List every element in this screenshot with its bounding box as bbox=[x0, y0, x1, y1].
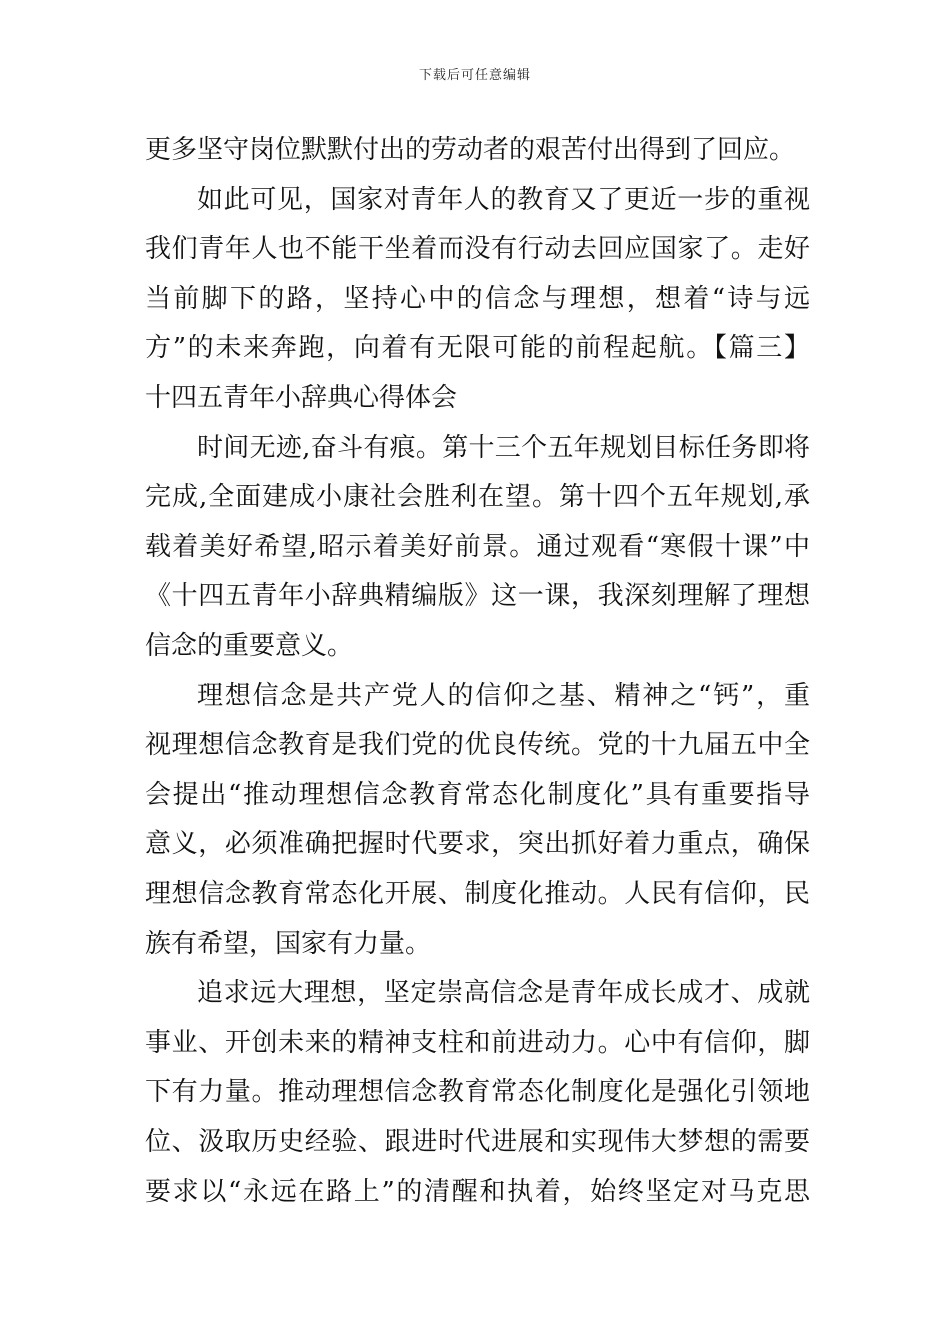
text-line: 要求以“永远在路上”的清醒和执着，始终坚定对马克思 bbox=[145, 1176, 810, 1207]
text-line: 族有希望，国家有力量。 bbox=[145, 928, 432, 959]
text-line: 事业、开创未来的精神支柱和前进动力。心中有信仰，脚 bbox=[145, 1027, 810, 1058]
text-line: 理想信念教育常态化开展、制度化推动。人民有信仰，民 bbox=[145, 879, 810, 909]
text-line: 《十四五青年小辞典精编版》这一课，我深刻理解了理想 bbox=[145, 581, 810, 612]
text-line: 追求远大理想，坚定崇高信念是青年成长成才、成就 bbox=[197, 978, 810, 1009]
text-line: 载着美好希望,昭示着美好前景。通过观看“寒假十课”中 bbox=[145, 531, 810, 562]
text-line: 当前脚下的路，坚持心中的信念与理想，想着“诗与远 bbox=[145, 283, 810, 314]
text-line: 方”的未来奔跑，向着有无限可能的前程起航。【篇三】 bbox=[145, 333, 810, 364]
text-line: 会提出“推动理想信念教育常态化制度化”具有重要指导 bbox=[145, 779, 810, 810]
text-line: 更多坚守岗位默默付出的劳动者的艰苦付出得到了回应。 bbox=[145, 135, 796, 165]
text-line: 完成,全面建成小康社会胜利在望。第十四个五年规划,承 bbox=[145, 482, 810, 513]
text-line: 意义，必须准确把握时代要求，突出抓好着力重点，确保 bbox=[145, 829, 810, 860]
text-line: 时间无迹,奋斗有痕。第十三个五年规划目标任务即将 bbox=[197, 432, 810, 463]
text-line: 位、汲取历史经验、跟进时代进展和实现伟大梦想的需要 bbox=[145, 1127, 810, 1157]
text-line: 下有力量。推动理想信念教育常态化制度化是强化引领地 bbox=[145, 1077, 810, 1108]
text-line: 如此可见，国家对青年人的教育又了更近一步的重视 bbox=[197, 184, 810, 215]
text-line: 我们青年人也不能干坐着而没有行动去回应国家了。走好 bbox=[145, 234, 810, 265]
page-header: 下载后可任意编辑 bbox=[418, 68, 531, 83]
text-line: 理想信念是共产党人的信仰之基、精神之“钙”，重 bbox=[197, 680, 810, 711]
text-line: 十四五青年小辞典心得体会 bbox=[145, 383, 458, 413]
text-line: 视理想信念教育是我们党的优良传统。党的十九届五中全 bbox=[145, 730, 810, 761]
text-line: 信念的重要意义。 bbox=[145, 631, 354, 661]
